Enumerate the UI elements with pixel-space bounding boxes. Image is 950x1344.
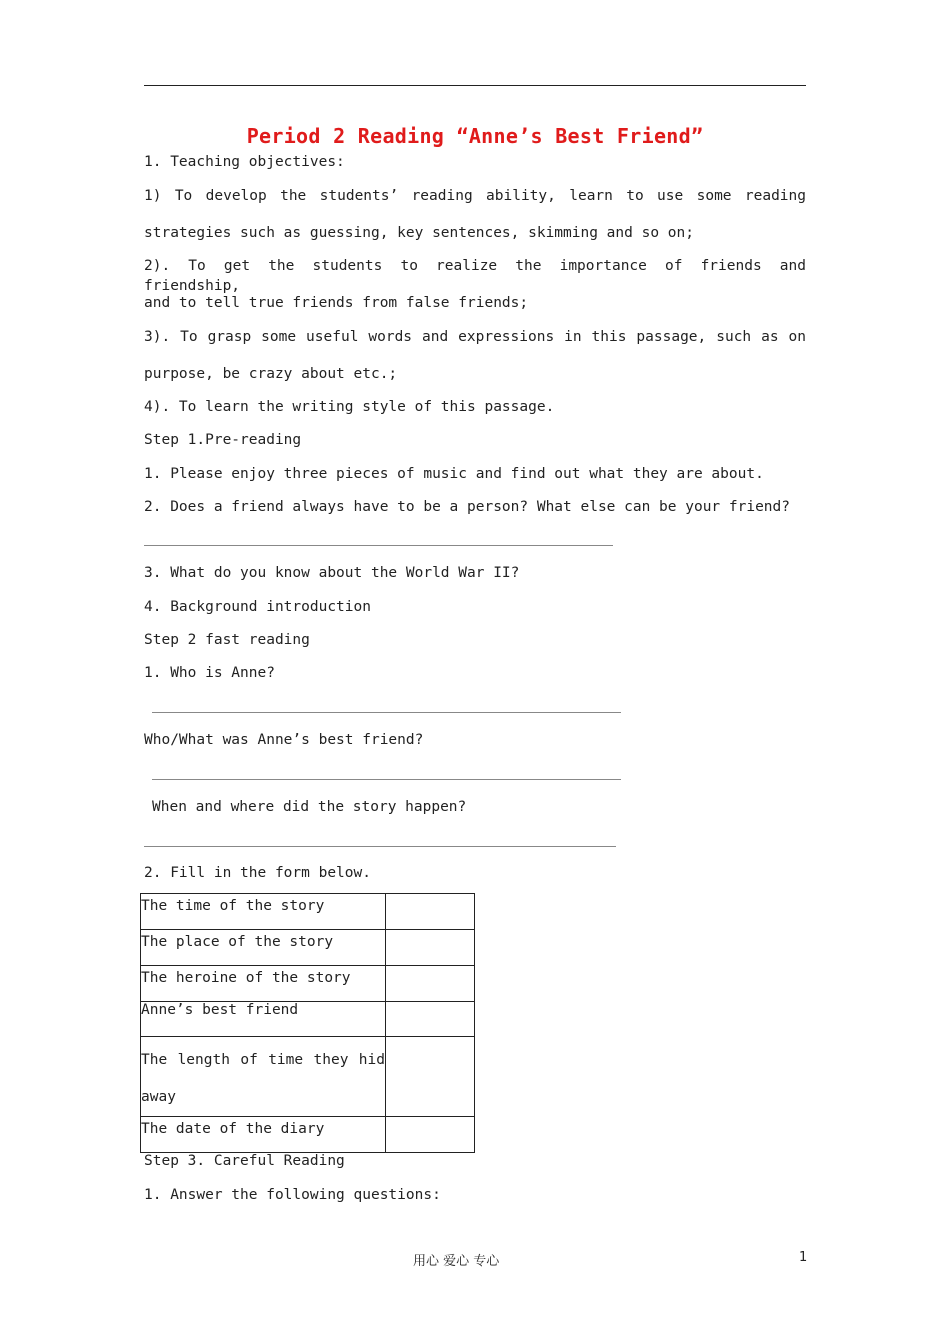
form-row-answer-cell[interactable] bbox=[386, 1002, 475, 1037]
answer-line[interactable] bbox=[144, 846, 616, 847]
step2-question-1: 1. Who is Anne? bbox=[144, 665, 275, 681]
page-number: 1 bbox=[799, 1250, 808, 1265]
header-rule bbox=[144, 85, 806, 86]
step2-heading: Step 2 fast reading bbox=[144, 632, 310, 648]
form-row-label: The date of the diary bbox=[141, 1117, 386, 1153]
step1-question-4: 4. Background introduction bbox=[144, 599, 371, 615]
form-row bbox=[141, 1002, 475, 1037]
footer-motto: 用心 爱心 专心 bbox=[413, 1254, 500, 1269]
step2-question-3: When and where did the story happen? bbox=[152, 799, 467, 815]
objective-2-line-2: and to tell true friends from false friends; bbox=[144, 295, 529, 311]
form-row-answer-cell[interactable] bbox=[386, 1037, 475, 1117]
page-title: Period 2 Reading “Anne’s Best Friend” bbox=[246, 124, 704, 148]
answer-line[interactable] bbox=[152, 779, 621, 780]
form-row-label: The place of the story bbox=[141, 930, 386, 966]
form-row bbox=[141, 966, 475, 1002]
step3-question-1: 1. Answer the following questions: bbox=[144, 1187, 441, 1203]
step2-question-4: 2. Fill in the form below. bbox=[144, 865, 371, 881]
form-row-answer-cell[interactable] bbox=[386, 930, 475, 966]
form-row bbox=[141, 930, 475, 966]
form-row bbox=[141, 1117, 475, 1153]
step1-question-3: 3. What do you know about the World War II? bbox=[144, 565, 520, 581]
form-row-label: The heroine of the story bbox=[141, 966, 386, 1002]
answer-line[interactable] bbox=[144, 545, 613, 546]
step2-question-2: Who/What was Anne’s best friend? bbox=[144, 732, 424, 748]
fill-in-form bbox=[140, 893, 475, 1153]
form-row bbox=[141, 1037, 475, 1117]
form-row-answer-cell[interactable] bbox=[386, 894, 475, 930]
form-row-label: The length of time they hid away bbox=[141, 1037, 386, 1117]
form-row-label: The time of the story bbox=[141, 894, 386, 930]
form-row-answer-cell[interactable] bbox=[386, 966, 475, 1002]
step3-heading: Step 3. Careful Reading bbox=[144, 1153, 345, 1169]
objectives-heading: 1. Teaching objectives: bbox=[144, 154, 345, 170]
form-row-label: Anne’s best friend bbox=[141, 1002, 386, 1037]
objective-3-line-1: 3). To grasp some useful words and expressions in this passage, such as on bbox=[144, 329, 806, 345]
step1-question-2: 2. Does a friend always have to be a person? What else can be your friend? bbox=[144, 499, 791, 515]
step1-heading: Step 1.Pre-reading bbox=[144, 432, 302, 448]
step1-question-1: 1. Please enjoy three pieces of music and find out what they are about. bbox=[144, 466, 764, 482]
objective-2-line-1: 2). To get the students to realize the importance of friends and friendship, bbox=[144, 258, 806, 294]
form-row bbox=[141, 894, 475, 930]
form-row-answer-cell[interactable] bbox=[386, 1117, 475, 1153]
objective-3-line-2: purpose, be crazy about etc.; bbox=[144, 366, 398, 382]
objective-1-line-2: strategies such as guessing, key sentences, skimming and so on; bbox=[144, 225, 694, 241]
objective-1-line-1: 1) To develop the students’ reading ability, learn to use some reading bbox=[144, 188, 806, 204]
objective-4: 4). To learn the writing style of this passage. bbox=[144, 399, 555, 415]
answer-line[interactable] bbox=[152, 712, 621, 713]
